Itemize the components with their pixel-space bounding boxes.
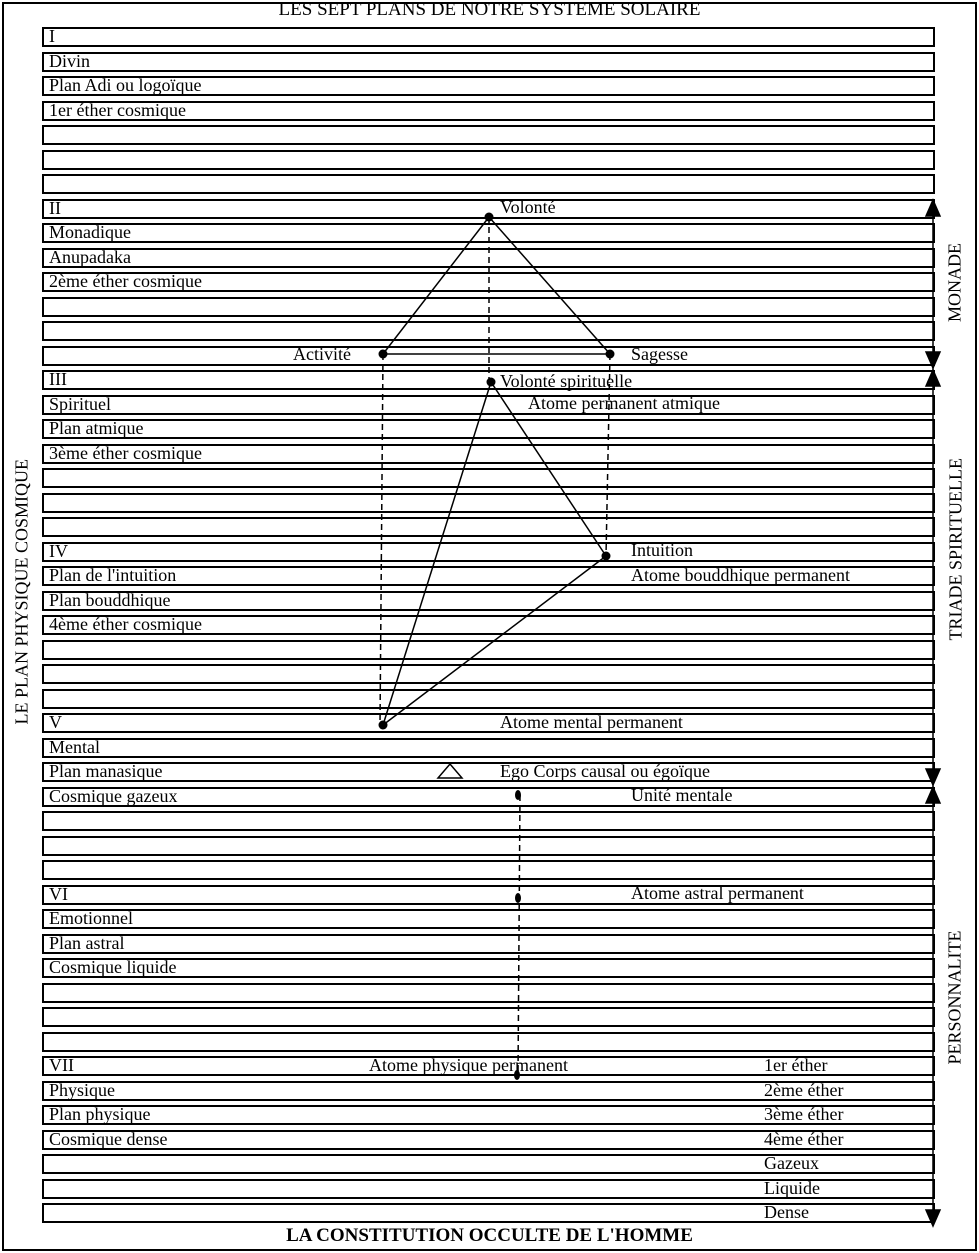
label-monade: MONADE <box>944 243 965 322</box>
label-ego: Ego Corps causal ou égoïque <box>500 761 710 781</box>
plane-row-label: V <box>49 712 62 732</box>
plane-row-label: Physique <box>49 1079 116 1100</box>
plane-row-label: 3ème éther cosmique <box>49 442 202 463</box>
plane-row-label: Plan Adi ou logoïque <box>49 75 202 95</box>
plane-row-label: III <box>49 369 67 389</box>
label-unite-mentale: Unité mentale <box>631 785 733 805</box>
physical-subplane-label: Gazeux <box>764 1153 819 1173</box>
monad-edge-line <box>489 217 610 354</box>
plane-row-label: 1er éther cosmique <box>49 99 186 120</box>
physical-subplane-label: Liquide <box>764 1177 820 1198</box>
intuition-dot <box>602 552 611 561</box>
physical-subplane-label: 1er éther <box>764 1055 828 1075</box>
plane-row-label: Plan astral <box>49 932 125 953</box>
dashed-connector-line <box>380 354 383 725</box>
plane-row-label: Cosmique gazeux <box>49 785 178 806</box>
sagesse-dot <box>606 350 615 359</box>
physical-subplane-label: 2ème éther <box>764 1079 844 1100</box>
label-volonte: Volonté <box>500 197 556 217</box>
diagram-subtitle: LA CONSTITUTION OCCULTE DE L'HOMME <box>286 1225 693 1246</box>
physical-subplane-label: 4ème éther <box>764 1128 844 1149</box>
label-personnalite: PERSONNALITE <box>944 930 965 1065</box>
label-activite: Activité <box>293 344 351 364</box>
plane-row-label: Anupadaka <box>49 246 131 267</box>
triade-arrow-up-icon <box>926 370 940 386</box>
diagram-title: LES SEPT PLANS DE NOTRE SYSTEME SOLAIRE <box>278 0 701 20</box>
plane-row-label: II <box>49 197 61 218</box>
plane-row-label: Spirituel <box>49 393 111 414</box>
left-side-label: LE PLAN PHYSIQUE COSMIQUE <box>11 458 32 725</box>
plane-row-label: Monadique <box>49 222 131 242</box>
plane-row-label: Plan bouddhique <box>49 589 171 610</box>
plane-row-label: IV <box>49 540 68 561</box>
label-atome-astral: Atome astral permanent <box>631 883 804 903</box>
atome-mental-dot <box>379 721 388 730</box>
personnalite-arrow-up-icon <box>926 787 940 803</box>
physical-subplane-label: Dense <box>764 1202 809 1222</box>
triade-arrow-down-icon <box>926 769 940 785</box>
physical-subplane-label: 3ème éther <box>764 1104 844 1124</box>
plane-row-label: Emotionnel <box>49 908 133 928</box>
plane-row-label: VII <box>49 1055 74 1075</box>
plane-row-label: Cosmique liquide <box>49 957 177 977</box>
atome-astral-dot <box>515 893 521 903</box>
triad-edge-line <box>383 382 491 725</box>
label-atome-bouddhique: Atome bouddhique permanent <box>631 565 850 585</box>
plane-row-label: Plan atmique <box>49 418 144 438</box>
label-atome-atmique: Atome permanent atmique <box>528 393 720 413</box>
label-volonte-spirituelle: Volonté spirituelle <box>500 371 633 391</box>
plane-row-label: Cosmique dense <box>49 1128 168 1149</box>
label-atome-mental: Atome mental permanent <box>500 712 683 732</box>
monade-arrow-up-icon <box>926 200 940 216</box>
triad-edge-line <box>383 556 606 725</box>
dashed-connector-line <box>518 795 520 1075</box>
activite-dot <box>379 350 388 359</box>
ego-triangle-icon <box>438 764 462 778</box>
plane-row-label: 4ème éther cosmique <box>49 614 202 634</box>
plane-row-label: VI <box>49 883 68 904</box>
plane-row-label: Plan de l'intuition <box>49 565 177 585</box>
plane-row-label: Mental <box>49 736 100 757</box>
label-sagesse: Sagesse <box>631 344 688 364</box>
label-intuition: Intuition <box>631 540 693 560</box>
volonte-dot <box>485 213 494 222</box>
label-atome-physique: Atome physique permanent <box>369 1055 568 1075</box>
plane-row-label: Divin <box>49 50 91 71</box>
label-triade-spirituelle: TRIADE SPIRITUELLE <box>945 458 966 641</box>
monad-edge-line <box>383 217 489 354</box>
unite-mentale-dot <box>515 790 521 800</box>
plane-row-label: Plan manasique <box>49 761 163 781</box>
plane-row-label: I <box>49 26 55 46</box>
monade-arrow-down-icon <box>926 352 940 368</box>
plane-row-label: Plan physique <box>49 1104 151 1124</box>
plane-row-label: 2ème éther cosmique <box>49 271 202 291</box>
volonte-spirituelle-dot <box>487 378 496 387</box>
